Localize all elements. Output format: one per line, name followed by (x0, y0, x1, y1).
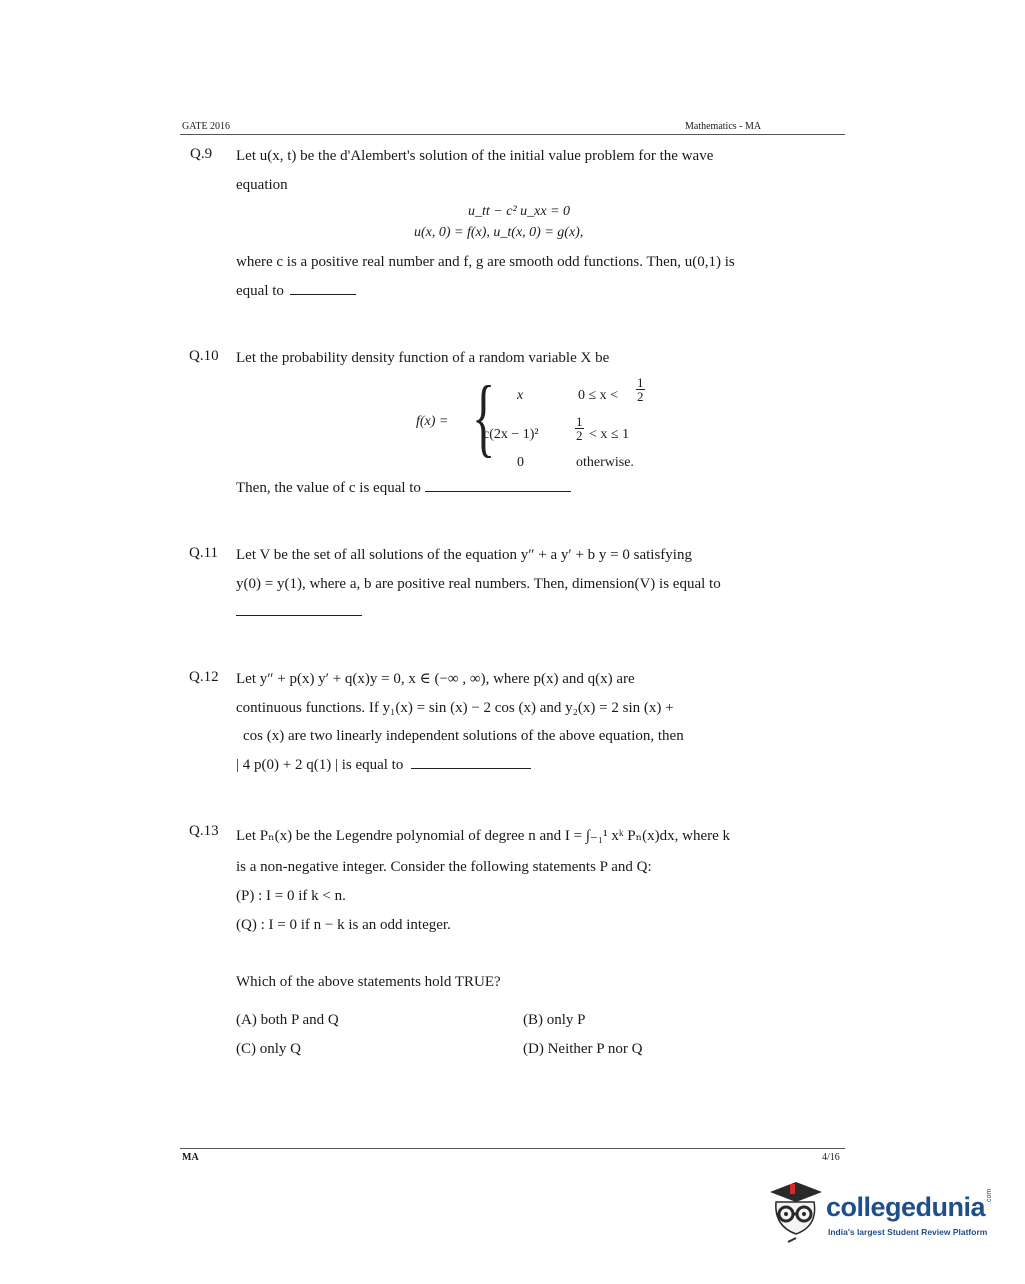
q10-answer-blank (425, 490, 571, 492)
q12-line3: cos (x) are two linearly independent solutions of the above equation, then (243, 728, 684, 744)
header-left: GATE 2016 (182, 121, 231, 132)
q11-number: Q.11 (189, 545, 219, 561)
q10-case3-expr: 0 (517, 455, 524, 470)
q9-line4 (236, 281, 356, 301)
q10-line2-text: Then, the value of c is equal to (236, 480, 421, 496)
q12-line2: continuous functions. If y₁(x) = sin (x) − 2 cos (x) and y₂(x) = 2 sin (x) + (236, 700, 674, 716)
q12-line1: Let y″ + p(x) y′ + q(x)y = 0, x ∈ (−∞ , ∞), where p(x) and q(x) are (236, 671, 635, 687)
q12-number: Q.12 (189, 669, 219, 685)
q13-option-d: (D) Neither P nor Q (523, 1041, 643, 1057)
brand-name: collegedunia (826, 1192, 986, 1222)
frac-den: 2 (637, 389, 644, 404)
q9-line3: where c is a positive real number and f, g are smooth odd functions. Then, u(0,1) is (236, 254, 735, 270)
q9-line4-text: equal to (236, 283, 284, 299)
q12-line4-text: | 4 p(0) + 2 q(1) | is equal to (236, 757, 404, 773)
q10-fx: f(x) = (416, 414, 449, 429)
q10-line1: Let the probability density function of a random variable X be (236, 350, 610, 366)
footer-right: 4/16 (822, 1152, 840, 1163)
q9-eq2: u(x, 0) = f(x), u_t(x, 0) = g(x), (414, 225, 584, 240)
q11-line1: Let V be the set of all solutions of the equation y″ + a y′ + b y = 0 satisfying (236, 547, 692, 563)
mascot-icon (766, 1180, 824, 1246)
q11-answer-blank (236, 615, 362, 616)
brand-tld: .com (986, 1188, 993, 1204)
q11-line2: y(0) = y(1), where a, b are positive real numbers. Then, dimension(V) is equal to (236, 576, 721, 592)
q10-brace: { (472, 369, 496, 466)
frac-num: 1 (637, 375, 644, 390)
q9-line1: Let u(x, t) be the d'Alembert's solution of the initial value problem for the wave (236, 148, 714, 164)
q12-answer-blank (411, 767, 531, 769)
q10-number: Q.10 (189, 348, 219, 364)
q9-eq1: u_tt − c² u_xx = 0 (468, 204, 571, 219)
q13-option-c: (C) only Q (236, 1041, 301, 1057)
q10-case2-expr: c(2x − 1)² (483, 427, 539, 442)
q13-line2: is a non-negative integer. Consider the following statements P and Q: (236, 859, 652, 875)
q10-case1-expr: x (517, 388, 524, 403)
frac-den: 2 (576, 428, 583, 443)
header-rule (180, 134, 845, 135)
q13-question: Which of the above statements hold TRUE? (236, 974, 501, 990)
q13-line1: Let Pₙ(x) be the Legendre polynomial of degree n and I = ∫₋₁¹ xᵏ Pₙ(x)dx, where k (236, 828, 731, 844)
q13-statement-q: (Q) : I = 0 if n − k is an odd integer. (236, 917, 451, 933)
q10-line2 (236, 478, 571, 498)
q9-line2: equation (236, 177, 288, 193)
q10-case3-cond: otherwise. (576, 455, 634, 470)
q9-answer-blank (290, 293, 356, 295)
q13-option-a: (A) both P and Q (236, 1012, 339, 1028)
footer-rule (180, 1148, 845, 1149)
q10-case1-frac (636, 376, 645, 403)
brand-tagline: India's largest Student Review Platform (828, 1227, 988, 1237)
q12-line4 (236, 755, 531, 775)
q10-case2-cond: < x ≤ 1 (589, 427, 630, 442)
header-right: Mathematics - MA (685, 121, 762, 132)
q10-case1-cond: 0 ≤ x < (578, 388, 619, 403)
q9-number: Q.9 (190, 146, 213, 162)
footer-left: MA (182, 1152, 199, 1163)
q13-statement-p: (P) : I = 0 if k < n. (236, 888, 346, 904)
q13-number: Q.13 (189, 823, 219, 839)
frac-num: 1 (576, 414, 583, 429)
q13-option-b: (B) only P (523, 1012, 586, 1028)
q10-case2-frac (575, 415, 584, 442)
